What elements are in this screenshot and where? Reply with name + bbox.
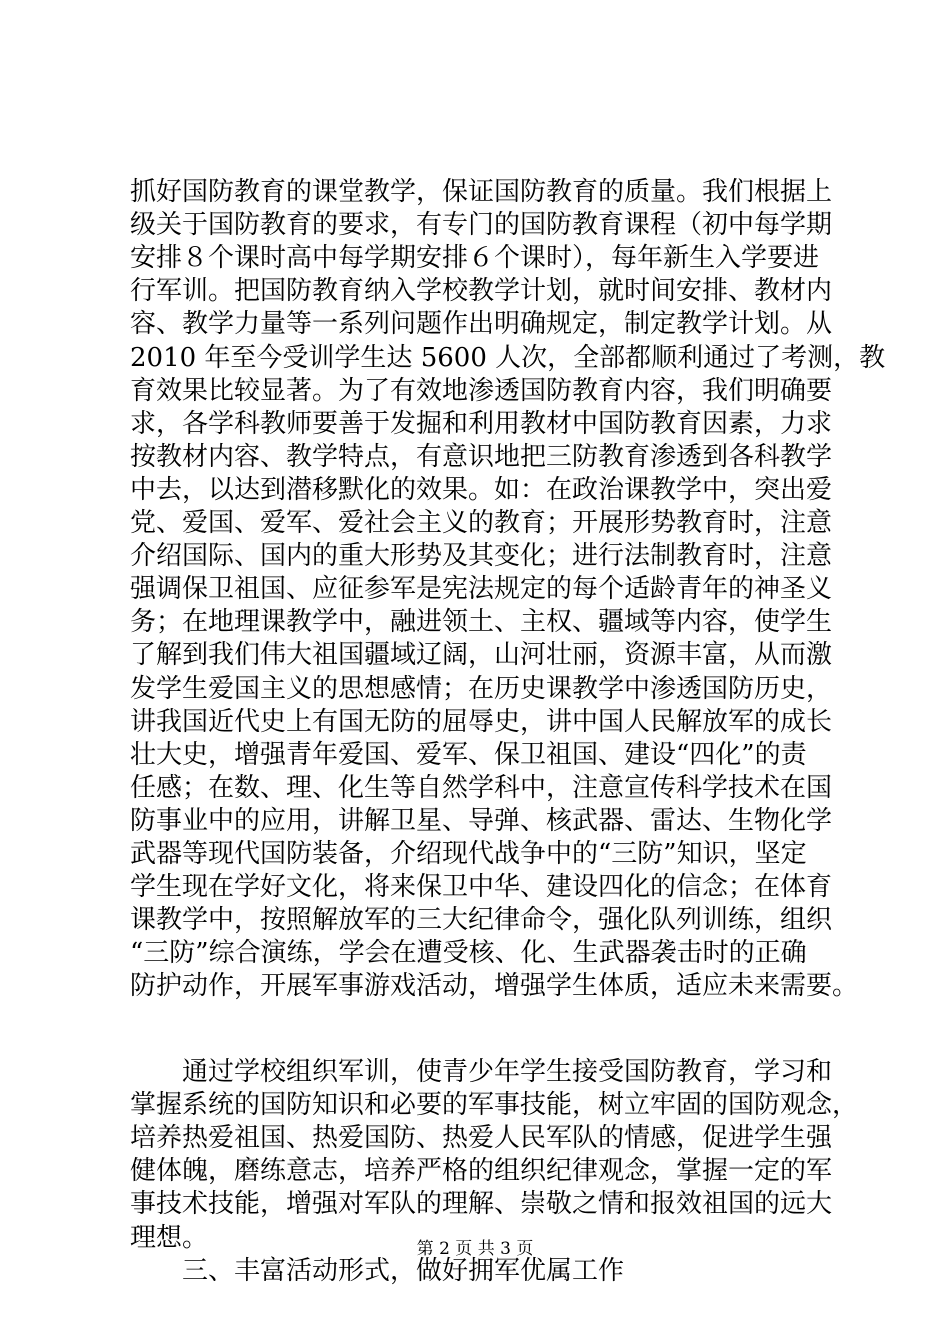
paragraph-1-line: 务；在地理课教学中，融进领土、主权、疆域等内容，使学生 <box>130 607 833 638</box>
paragraph-1-line: 武器等现代国防装备，介绍现代战争中的“三防”知识，坚定 <box>130 839 807 869</box>
paragraph-1-line: 2010 年至今受训学生达 5600 人次，全部都顺利通过了考测，教 <box>130 342 886 373</box>
paragraph-1-line: 抓好国防教育的课堂教学，保证国防教育的质量。我们根据上 <box>130 177 833 207</box>
paragraph-1-line: 防护动作，开展军事游戏活动，增强学生体质，适应未来需要。 <box>130 971 859 1002</box>
paragraph-1-line: 课教学中，按照解放军的三大纪律命令，强化队列训练，组织 <box>130 905 833 936</box>
paragraph-1-line: 防事业中的应用，讲解卫星、导弹、核武器、雷达、生物化学 <box>130 805 833 836</box>
paragraph-1-line: 容、教学力量等一系列问题作出明确规定，制定教学计划。从 <box>130 309 833 340</box>
paragraph-1-line: 学生现在学好文化，将来保卫中华、建设四化的信念；在体育 <box>130 872 833 903</box>
paragraph-1-line: 级关于国防教育的要求，有专门的国防教育课程（初中每学期 <box>130 210 833 241</box>
paragraph-1-line: 行军训。把国防教育纳入学校教学计划，就时间安排、教材内 <box>130 276 833 307</box>
paragraph-2-line: 掌握系统的国防知识和必要的军事技能，树立牢固的国防观念， <box>130 1090 859 1121</box>
paragraph-1-line: 壮大史，增强青年爱国、爱军、保卫祖国、建设“四化”的责 <box>130 739 807 770</box>
paragraph-1-line: 按教材内容、教学特点，有意识地把三防教育渗透到各科教学 <box>130 441 833 472</box>
paragraph-1-line: 党、爱国、爱军、爱社会主义的教育；开展形势教育时，注意 <box>130 508 833 538</box>
paragraph-1-line: 中去，以达到潜移默化的效果。如：在政治课教学中，突出爱 <box>130 474 833 505</box>
paragraph-1-line: 了解到我们伟大祖国疆域辽阔，山河壮丽，资源丰富，从而激 <box>130 640 833 671</box>
paragraph-1-line: 强调保卫祖国、应征参军是宪法规定的每个适龄青年的神圣义 <box>130 574 833 605</box>
section-heading: 三、丰富活动形式，做好拥军优属工作 <box>182 1255 625 1286</box>
paragraph-1-line: 求，各学科教师要善于发掘和利用教材中国防教育因素，力求 <box>130 408 833 439</box>
paragraph-2-line: 理想。 <box>130 1222 209 1253</box>
paragraph-2-line: 健体魄，磨练意志，培养严格的组织纪律观念，掌握一定的军 <box>130 1156 833 1187</box>
paragraph-1-line: 安排８个课时高中每学期安排６个课时），每年新生入学要进 <box>130 243 820 274</box>
paragraph-1-line: 任感；在数、理、化生等自然学科中，注意宣传科学技术在国 <box>130 772 833 803</box>
paragraph-1-line: 育效果比较显著。为了有效地渗透国防教育内容，我们明确要 <box>130 375 833 406</box>
paragraph-1-line: 介绍国际、国内的重大形势及其变化；进行法制教育时，注意 <box>130 541 833 572</box>
paragraph-1-line: 发学生爱国主义的思想感情；在历史课教学中渗透国防历史， <box>130 673 833 704</box>
paragraph-2-line: 事技术技能，增强对军队的理解、崇敬之情和报效祖国的远大 <box>130 1189 833 1220</box>
paragraph-1-line: 讲我国近代史上有国无防的屈辱史，讲中国人民解放军的成长 <box>130 706 833 737</box>
paragraph-1-line: “三防”综合演练，学会在遭受核、化、生武器袭击时的正确 <box>130 938 807 969</box>
page-footer: 第 2 页 共 3 页 <box>416 1239 534 1259</box>
paragraph-2-line: 通过学校组织军训，使青少年学生接受国防教育，学习和 <box>182 1057 833 1087</box>
paragraph-2-line: 培养热爱祖国、热爱国防、热爱人民军队的情感，促进学生强 <box>130 1123 833 1154</box>
